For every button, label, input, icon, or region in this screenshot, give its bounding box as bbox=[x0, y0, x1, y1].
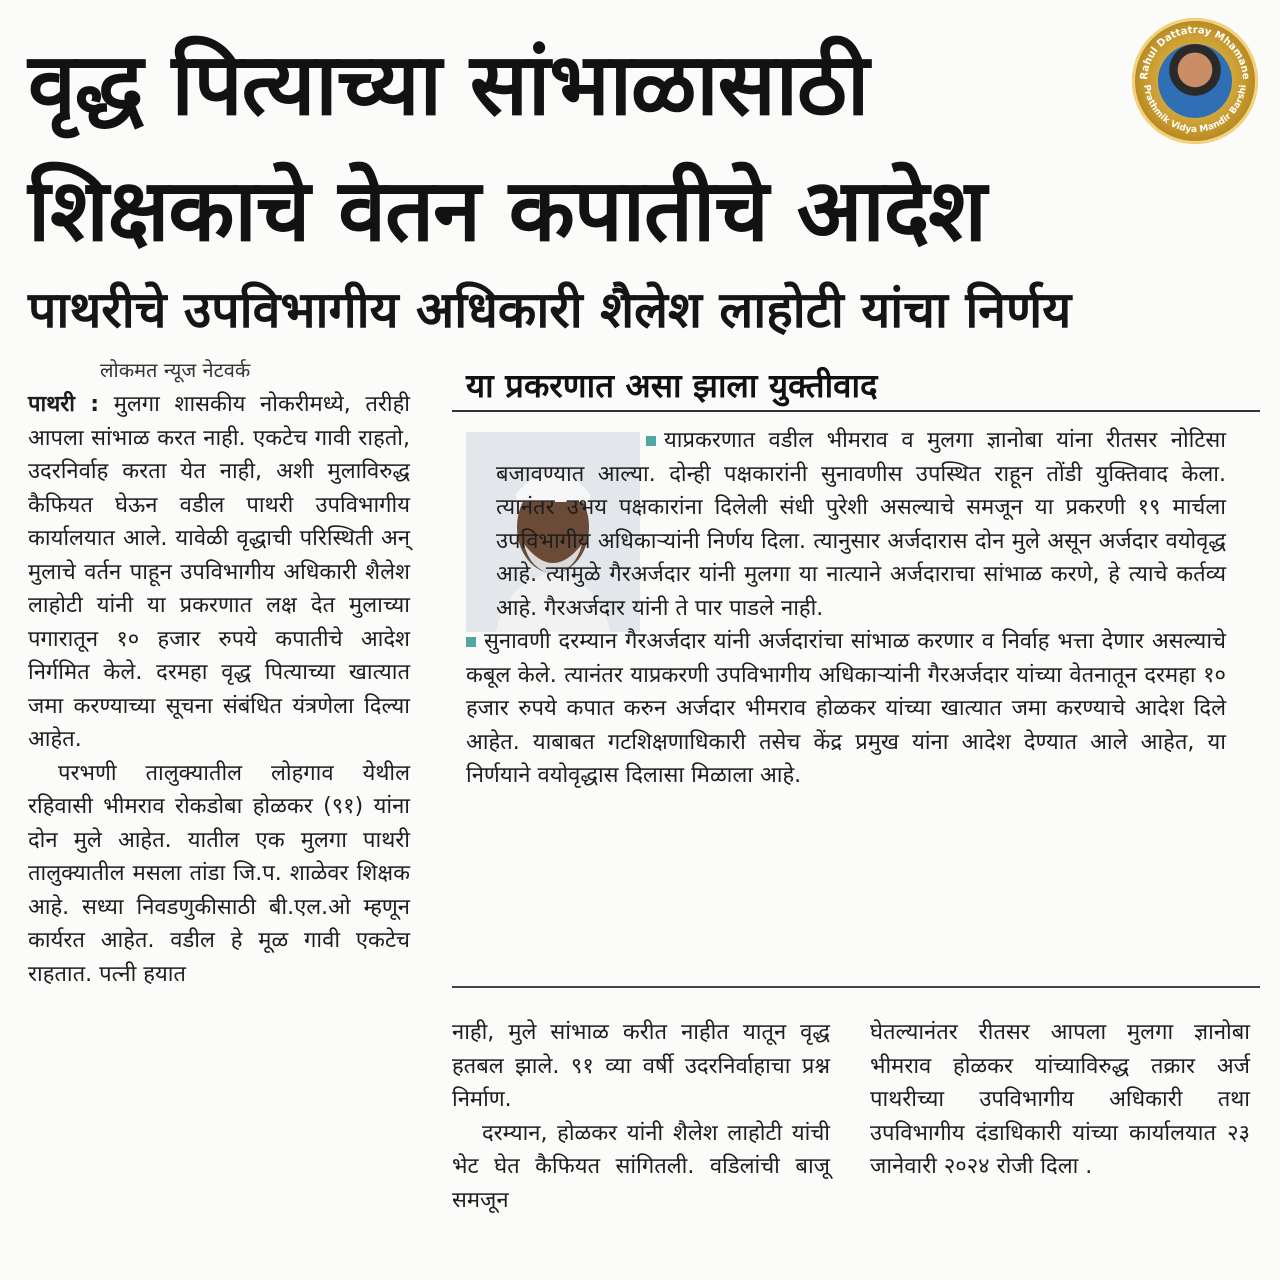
box-bullet-1-text: याप्रकरणात वडील भीमराव व मुलगा ज्ञानोबा यांना रीतसर नोटिसा बजावण्यात आल्या. दोन्ही पक्षकारांनी सुनावणीस उपस्थित राहून तोंडी युक्तिवाद केला. त्यानंतर उभय पक्षकारांना दिलेली संधी पुरेशी असल्याचे समजून या प्रकरणी १९ मार्चला उपविभागीय अधिकाऱ्यांनी निर्णय दिला. त्यानुसार अर्जदारास दोन मुले असून अर्जदार वयोवृद्ध आहे. त्यामुळे गैरअर्जदार यांनी मुलगा या नात्याने अर्जदाराचा सांभाळ करणे, हे त्याचे कर्तव्य आहे. गैरअर्जदार यांनी ते पार पाडले नाही. bbox=[496, 428, 1226, 621]
box-text bbox=[466, 424, 1226, 793]
box-bullet-2 bbox=[466, 625, 1226, 793]
bullet-square-icon bbox=[466, 637, 476, 647]
headline-line-2: शिक्षकाचे वेतन कपातीचे आदेश bbox=[28, 161, 986, 261]
middle-para-1: नाही, मुले सांभाळ करीत नाहीत यातून वृद्ध हतबल झाले. ९१ व्या वर्षी उदरनिर्वाहाचा प्रश्न निर्माण. bbox=[452, 1020, 830, 1112]
byline: लोकमत न्यूज नेटवर्क bbox=[100, 358, 251, 382]
badge-portrait bbox=[1158, 44, 1232, 118]
headline bbox=[28, 22, 1128, 274]
left-column bbox=[28, 388, 410, 991]
middle-para-2: दरम्यान, होळकर यांनी शैलेश लाहोटी यांची भेट घेत कैफियत सांगितली. वडिलांची बाजू समजून bbox=[452, 1120, 830, 1213]
left-para-1-text: मुलगा शासकीय नोकरीमध्ये, तरीही आपला सांभाळ करत नाही. एकटेच गावी राहतो, उदरनिर्वाह करता येत नाही, अशी मुलाविरुद्ध कैफियत घेऊन वडील पाथरी उपविभागीय कार्यालयात आले. यावेळी वृद्धाची परिस्थिती अन् मुलाचे वर्तन पाहून उपविभागीय अधिकारी शैलेश लाहोटी यांनी या प्रकरणात लक्ष देत मुलाच्या पगारातून १० हजार रुपये कपातीचे आदेश निर्गमित केले. दरमहा वृद्ध पित्याच्या खात्यात जमा करण्याच्या सूचना संबंधित यंत्रणेला दिल्या आहेत. bbox=[28, 392, 410, 752]
subheadline: पाथरीचे उपविभागीय अधिकारी शैलेश लाहोटी यांचा निर्णय bbox=[28, 281, 1072, 339]
dateline-place: पाथरी : bbox=[28, 392, 100, 417]
badge-name-text: Rahul Dattatray Mhamane bbox=[1138, 24, 1252, 81]
middle-column bbox=[452, 1016, 830, 1217]
left-para-1 bbox=[28, 388, 410, 757]
right-para-1: घेतल्यानंतर रीतसर आपला मुलगा ज्ञानोबा भीमराव होळकर यांच्याविरुद्ध तक्रार अर्ज पाथरीच्या उपविभागीय अधिकारी तथा उपविभागीय दंडाधिकारी यांच्या कार्यालयात २३ जानेवारी २०२४ रोजी दिला . bbox=[870, 1020, 1250, 1179]
author-badge bbox=[1132, 18, 1258, 144]
box-bullet-2-text: सुनावणी दरम्यान गैरअर्जदार यांनी अर्जदारांचा सांभाळ करणार व निर्वाह भत्ता देणार असल्याचे कबूल केले. त्यानंतर याप्रकरणी उपविभागीय अधिकाऱ्यांनी गैरअर्जदार यांच्या वेतनातून दरमहा १० हजार रुपये कपात करुन अर्जदार भीमराव होळकर यांच्या खात्यात जमा करण्याचे आदेश दिले आहेत. याबाबत गटशिक्षणाधिकारी तसेच केंद्र प्रमुख यांना आदेश देण्यात आले आहेत, या निर्णयाने वयोवृद्धास दिलासा मिळाला आहे. bbox=[466, 629, 1226, 788]
left-para-2: परभणी तालुक्यातील लोहगाव येथील रहिवासी भीमराव रोकडोबा होळकर (९१) यांना दोन मुले आहेत. यातील एक मुलगा पाथरी तालुक्यातील मसला तांडा जि.प. शाळेवर शिक्षक आहे. सध्या निवडणुकीसाठी बी.एल.ओ म्हणून कार्यरत आहेत. वडील हे मूळ गावी एकटेच राहतात. पत्नी हयात bbox=[28, 760, 410, 987]
headline-line-1: वृद्ध पित्याच्या सांभाळासाठी bbox=[28, 35, 869, 135]
box-title-rule bbox=[452, 410, 1260, 412]
badge-school-text: Prathmik Vidya Mandir Barshi bbox=[1141, 84, 1249, 136]
box-title: या प्रकरणात असा झाला युक्तीवाद bbox=[466, 366, 878, 405]
box-bullet-1 bbox=[496, 424, 1226, 625]
bullet-square-icon bbox=[646, 436, 656, 446]
section-divider bbox=[452, 986, 1260, 988]
right-column bbox=[870, 1016, 1250, 1184]
